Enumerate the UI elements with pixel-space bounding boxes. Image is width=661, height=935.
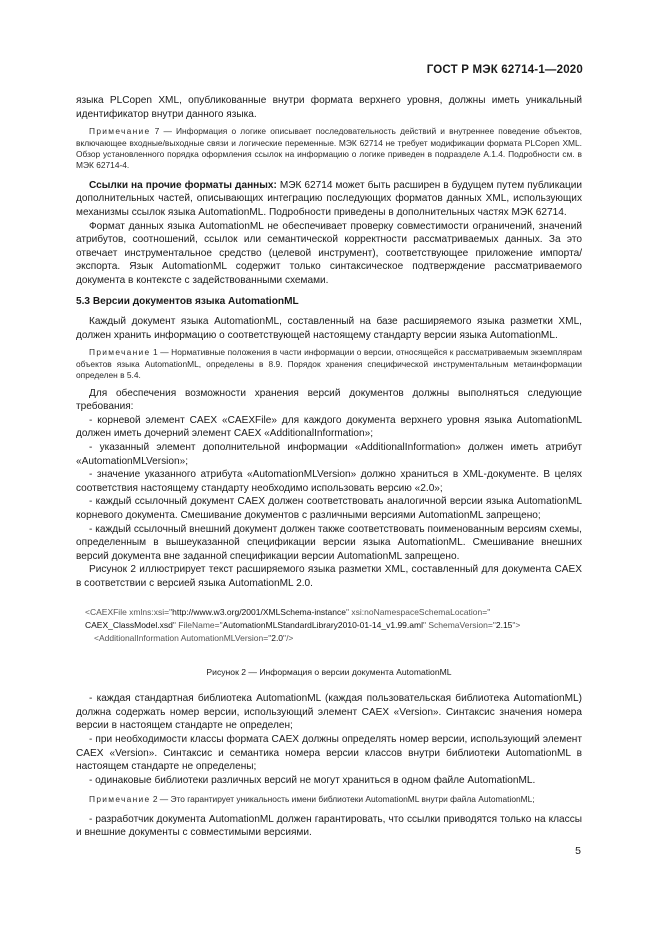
note-text: 2 — Это гарантирует уникальность имени библиотеки AutomationML внутри файла AutomationML;: [152, 794, 535, 805]
note-label: Примечание: [89, 347, 151, 358]
code-line-1: <CAEXFile xmlns:xsi="http://www.w3.org/2001/XMLSchema-instance" xsi:noNamespaceSchemaLocation=": [85, 607, 491, 618]
list-item: - каждый ссылочный внешний документ должен также соответствовать поименованным версиям схемы, определенным в вышеуказанной спецификации версии языка AutomationML. Смешивание внешних версий документа вне заданной спецификации версии AutomationML запрещено.: [76, 523, 582, 562]
note-1: [76, 347, 582, 381]
page-content: [76, 94, 582, 840]
code-line-3: <AdditionalInformation AutomationMLVersion="2.0"/>: [94, 632, 294, 643]
list-item: - значение указанного атрибута «AutomationMLVersion» должно храниться в XML-документе. В целях соответствия настоящему стандарту необходимо использовать версию «2.0»;: [76, 469, 582, 494]
page-number: 5: [575, 845, 581, 857]
paragraph-data-format: Формат данных языка AutomationML не обеспечивает проверку совместимости ограничений, значений атрибутов, соотношений, ссылок или семантической корректности рассматриваемых данных. За это отвечает инструментальное средство (целевой инструмент), соответствующее приложение импорта/экспорта. Язык AutomationML содержит только синтаксическое подтверждение рассматриваемого документа в контексте с задействованными схемами.: [76, 220, 582, 286]
code-line-2: CAEX_ClassModel.xsd" FileName="AutomationMLStandardLibrary2010-01-14_v1.99.aml" SchemaVersion="2.15">: [85, 620, 521, 631]
note-7: [76, 126, 582, 172]
paragraph-other-formats-text: МЭК 62714 может быть расширен в будущем путем публикации дополнительных частей, описывающих интеграцию последующих форматов данных XML, использующих механизмы ссылок языка AutomationML. Подробности приведены в дополнительных частях МЭК 62714.: [76, 179, 582, 218]
list-item: - при необходимости классы формата CAEX должны определять номер версии, использующий элемент CAEX «Version». Синтаксис и семантика номера версии классов внутри библиотеки AutomationML в настоящем стандарте не определены;: [76, 734, 582, 773]
section-heading: 5.3 Версии документов языка AutomationML: [76, 295, 299, 307]
paragraph-version-storage: Каждый документ языка AutomationML, составленный на базе расширяемого языка разметки XML, должен хранить информацию о соответствующей настоящему стандарту версии языка AutomationML.: [76, 316, 582, 341]
standard-header: ГОСТ Р МЭК 62714-1—2020: [426, 64, 583, 76]
note-2: [76, 794, 582, 805]
list-item: - корневой элемент CAEX «CAEXFile» для каждого документа верхнего уровня языка AutomationML должен иметь дочерний элемент CAEX «AdditionalInformation»;: [76, 414, 582, 440]
note-text: 1 — Нормативные положения в части информации о версии, относящейся к рассматриваемым экземплярам объектов языка AutomationML, определены в 8.9. Порядок хранения специфической инструментальным метаинформации определен в 5.4.: [76, 347, 583, 381]
paragraph-developer: - разработчик документа AutomationML должен гарантировать, что ссылки приводятся только на классы и внешние документы с совместимыми версиями.: [76, 813, 582, 839]
xml-code-listing: [85, 606, 582, 644]
list-item: - каждая стандартная библиотека AutomationML (каждая пользовательская библиотека AutomationML) должна содержать номер версии, использующий элемент CAEX «Version». Синтаксис значения номера версии в настоящем стандарте не определен;: [76, 693, 582, 732]
term-other-formats: Ссылки на прочие форматы данных:: [89, 179, 277, 191]
paragraph-requirements-intro: Для обеспечения возможности хранения версий документов должны выполняться следующие требования:: [76, 387, 582, 413]
list-item: - указанный элемент дополнительной информации «AdditionalInformation» должен иметь атрибут «AutomationMLVersion»;: [76, 441, 582, 467]
note-label: Примечание: [89, 794, 151, 805]
list-item: - каждый ссылочный документ CAEX должен соответствовать аналогичной версии языка AutomationML корневого документа. Смешивание документов с различными версиями AutomationML запрещено;: [76, 496, 582, 521]
paragraph-other-formats: [76, 179, 582, 220]
figure-caption: Рисунок 2 — Информация о версии документа AutomationML: [206, 667, 452, 678]
note-label: Примечание: [89, 126, 151, 137]
note-text: 7 — Информация о логике описывает последовательность действий и внутреннее поведение объектов, включающее входные/выходные связи и логические переменные. МЭК 62714 не требует модификации формата PLCopen XML. Обзор установленного порядка оформления ссылок на информацию о логике приведен в подразделе А.1.4. Подробности см. в МЭК 62714-4.: [76, 126, 582, 171]
paragraph-figure-ref: Рисунок 2 иллюстрирует текст расширяемого языка разметки XML, составленный для документа CAEX в соответствии с версией языка AutomationML 2.0.: [76, 564, 582, 589]
list-item: - одинаковые библиотеки различных версий не могут храниться в одном файле AutomationML.: [89, 774, 536, 786]
paragraph-plcopen: языка PLCopen XML, опубликованные внутри формата верхнего уровня, должны иметь уникальный идентификатор внутри данного языка.: [76, 95, 582, 120]
